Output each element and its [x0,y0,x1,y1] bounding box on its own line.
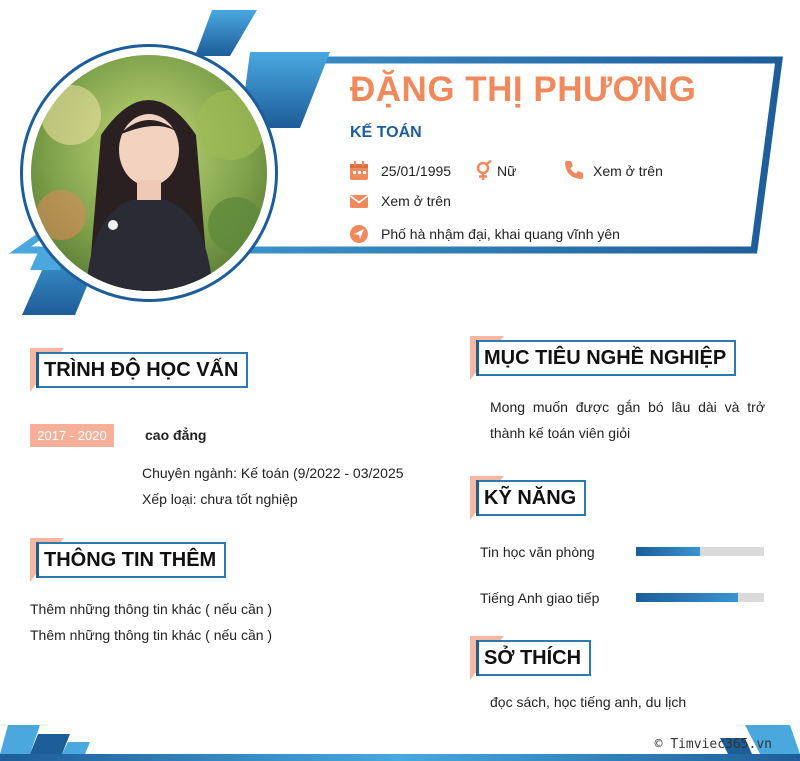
skills-heading [470,476,610,512]
calendar-icon [349,161,369,181]
email-icon [349,191,369,211]
birthday: 25/01/1995 [381,163,452,179]
objective-line-1: Mong muốn được gắn bó lâu dài và trở [490,399,765,415]
phone-icon [564,160,584,180]
skill-name-2: Tiếng Anh giao tiếp [480,590,600,606]
additional-line-2: Thêm những thông tin khác ( nếu cần ) [30,627,273,643]
skill-bar-1 [636,547,764,556]
skill-bar-fill-1 [636,547,700,556]
location-icon [349,224,369,244]
candidate-name: ĐẶNG THỊ PHƯƠNG [350,70,697,109]
gender: Nữ [497,163,517,179]
objective-line-2: thành kế toán viên giỏi [490,425,631,441]
education-period: 2017 - 2020 [30,424,114,447]
education-major: Chuyên ngành: Kế toán (9/2022 - 03/2025 [142,465,404,481]
objective-heading [470,336,730,372]
education-heading-text: TRÌNH ĐỘ HỌC VẤN [36,352,248,388]
gender-icon [474,160,494,180]
address: Phố hà nhậm đại, khai quang vĩnh yên [381,226,620,242]
education-grade: Xếp loại: chưa tốt nghiệp [142,491,298,507]
job-title: KẾ TOÁN [350,124,422,141]
email: Xem ở trên [381,193,451,209]
footer-credit: © Timviec365.vn [654,737,772,752]
hobbies-heading [470,636,610,672]
education-heading [30,348,250,384]
additional-heading-text: THÔNG TIN THÊM [36,542,226,578]
hobbies-text: đọc sách, học tiếng anh, du lịch [490,694,687,710]
skill-name-1: Tin học văn phòng [480,544,595,560]
skills-heading-text: KỸ NĂNG [476,480,586,516]
additional-line-1: Thêm những thông tin khác ( nếu cần ) [30,601,273,617]
hobbies-heading-text: SỞ THÍCH [476,640,591,676]
additional-heading [30,538,250,574]
objective-heading-text: MỤC TIÊU NGHỀ NGHIỆP [476,340,736,376]
skill-bar-fill-2 [636,593,738,602]
profile-photo [31,55,267,291]
education-level: cao đẳng [145,427,207,443]
skill-bar-2 [636,593,764,602]
phone: Xem ở trên [593,163,663,179]
